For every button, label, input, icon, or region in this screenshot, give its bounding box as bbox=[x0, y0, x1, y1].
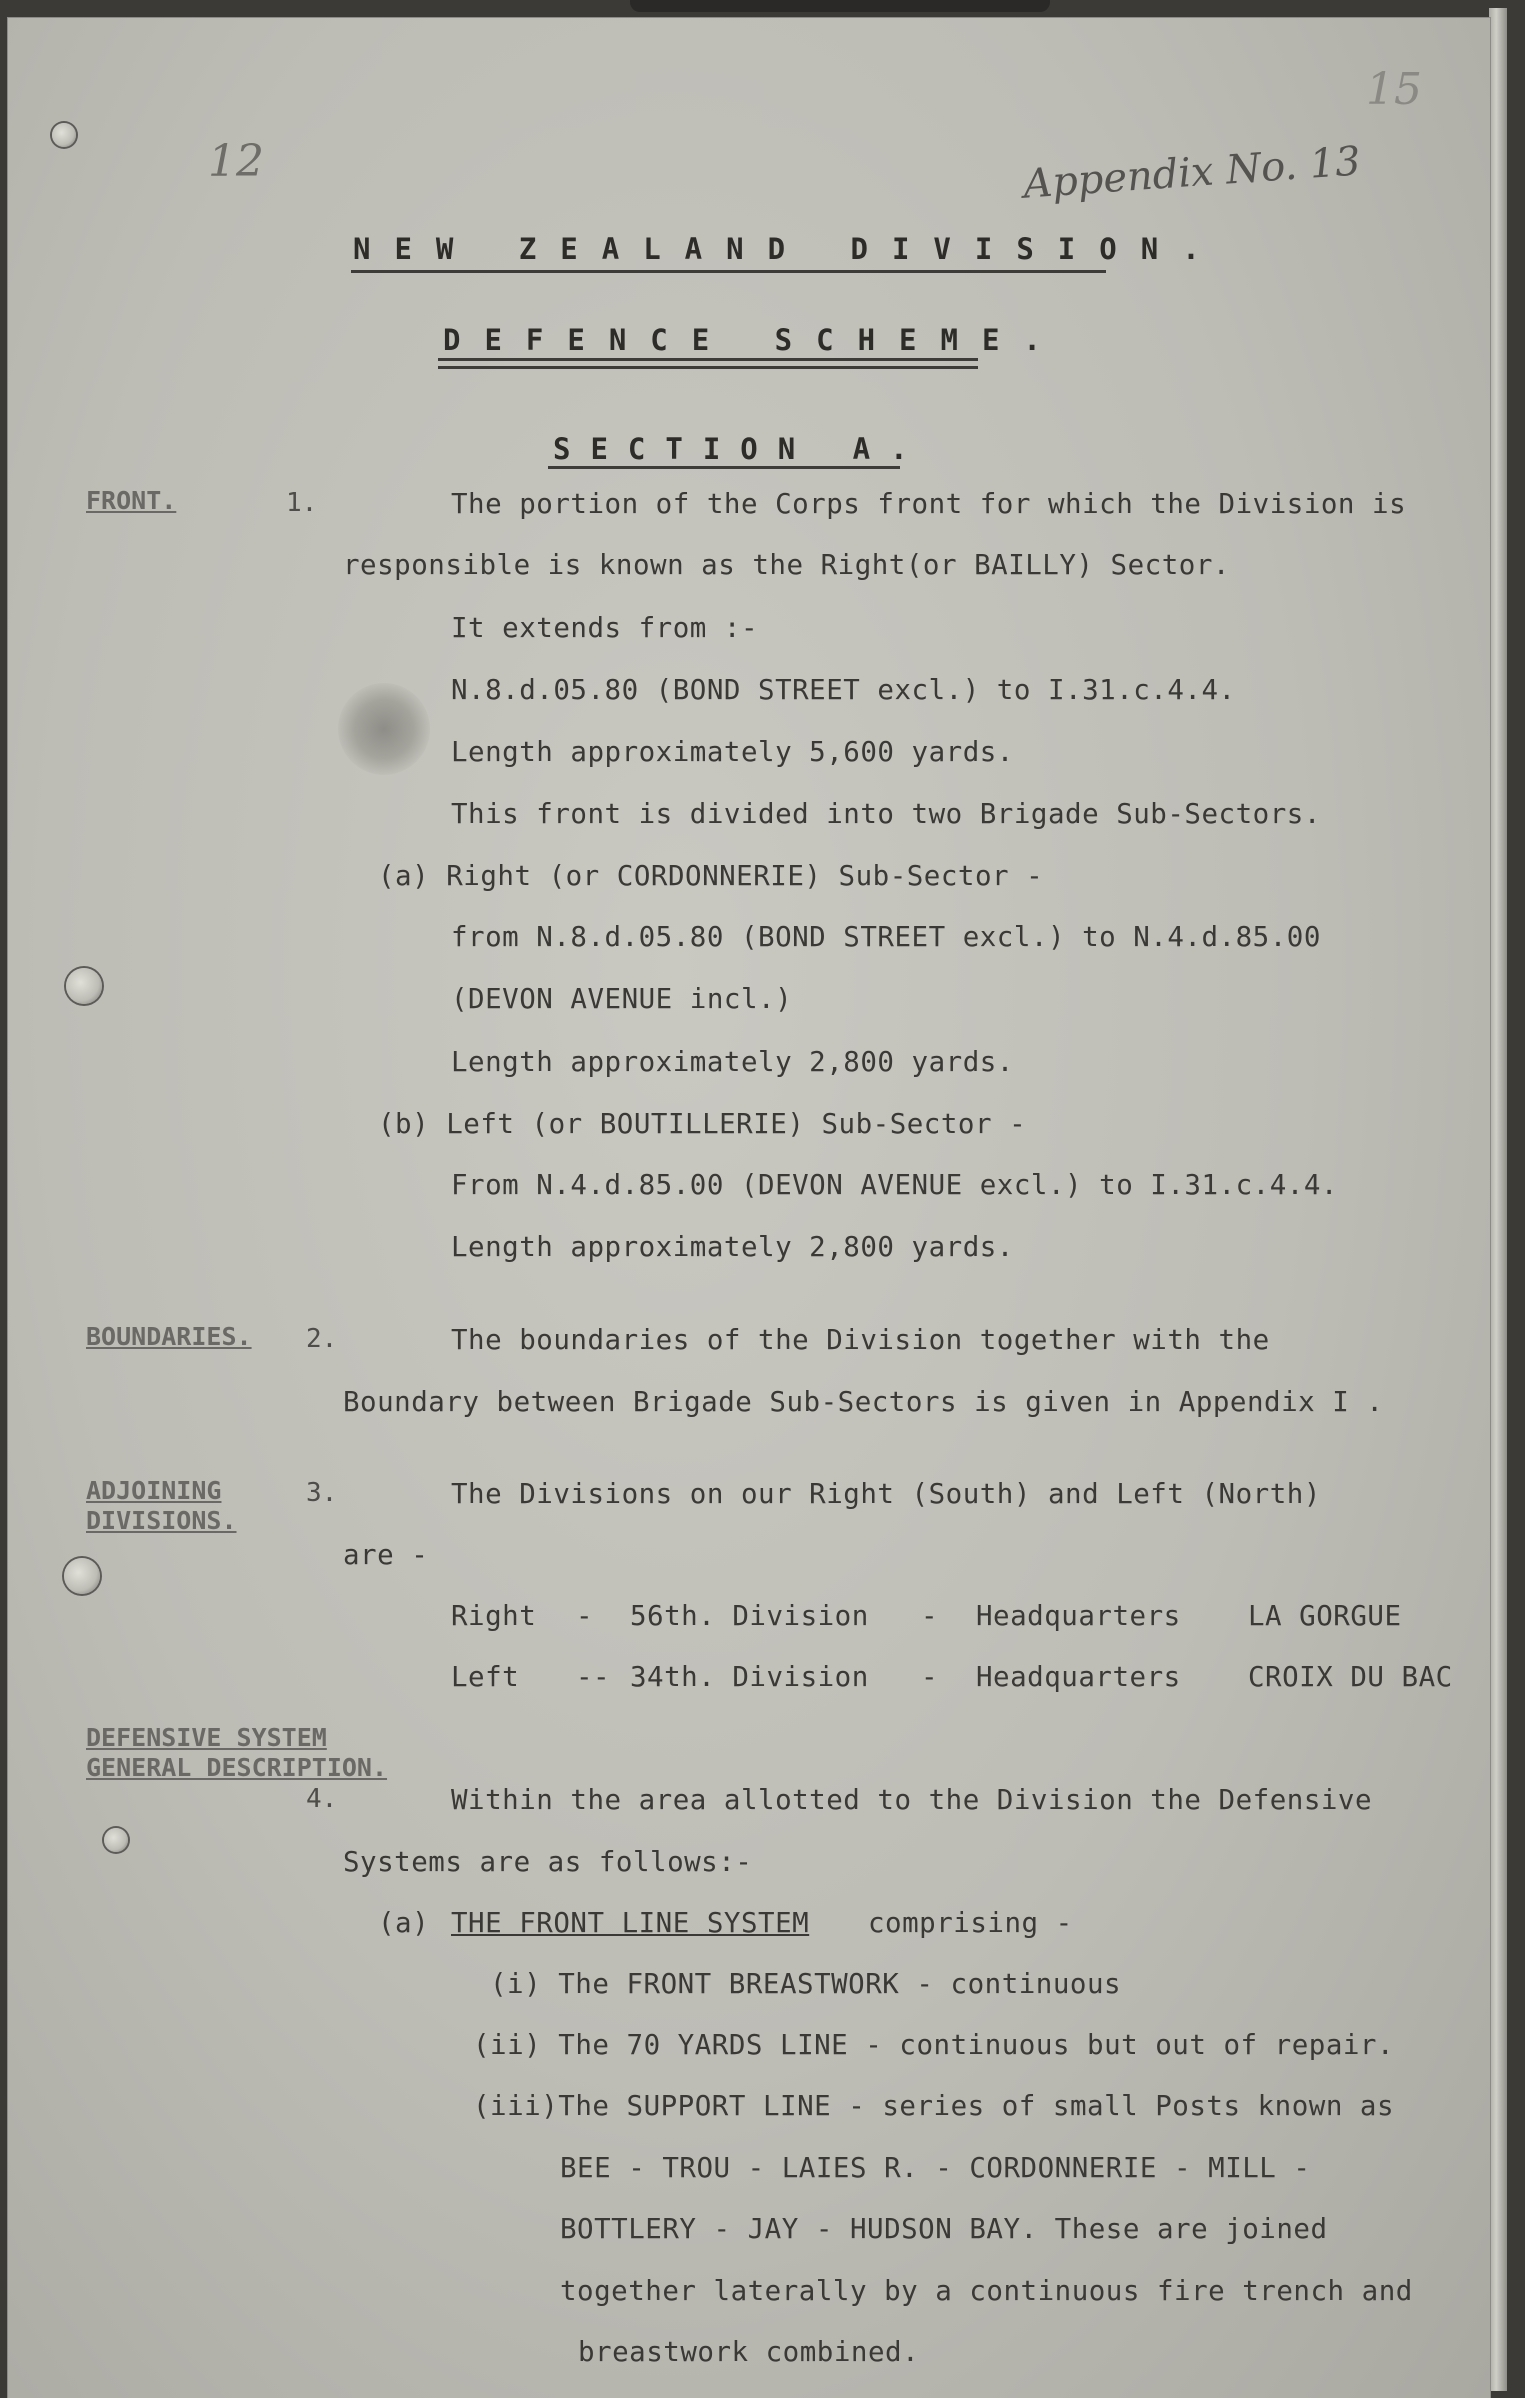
punch-hole bbox=[64, 1558, 100, 1594]
text-line: (DEVON AVENUE incl.) bbox=[451, 983, 793, 1015]
division-row-place: CROIX DU BAC bbox=[1248, 1661, 1453, 1693]
text-line: from N.8.d.05.80 (BOND STREET excl.) to N.4.d.85.00 bbox=[451, 921, 1321, 953]
text-line: responsible is known as the Right(or BAILLY) Sector. bbox=[343, 549, 1230, 581]
text-line: breastwork combined. bbox=[578, 2336, 920, 2368]
side-heading-boundaries: BOUNDARIES. bbox=[86, 1322, 252, 1351]
text-line: Length approximately 2,800 yards. bbox=[451, 1046, 1014, 1078]
list-item: (ii) The 70 YARDS LINE - continuous but out of repair. bbox=[473, 2029, 1395, 2061]
division-row-hq: Headquarters bbox=[976, 1600, 1181, 1632]
title-underline bbox=[548, 466, 900, 469]
division-row-dash: - bbox=[576, 1600, 594, 1632]
title-underline bbox=[438, 366, 978, 369]
text-line: N.8.d.05.80 (BOND STREET excl.) to I.31.c.4.4. bbox=[451, 674, 1236, 706]
text-line: This front is divided into two Brigade Sub-Sectors. bbox=[451, 798, 1321, 830]
division-row-dash: - bbox=[921, 1661, 939, 1693]
para-number: 4. bbox=[306, 1784, 338, 1814]
text-line: Within the area allotted to the Division the Defensive bbox=[451, 1784, 1373, 1816]
list-item: (iii)The SUPPORT LINE - series of small Posts known as bbox=[473, 2090, 1395, 2122]
text-line: Boundary between Brigade Sub-Sectors is given in Appendix I . bbox=[343, 1386, 1384, 1418]
text-line: together laterally by a continuous fire trench and bbox=[560, 2275, 1413, 2307]
text-line: Length approximately 2,800 yards. bbox=[451, 1231, 1014, 1263]
punch-hole bbox=[104, 1828, 128, 1852]
side-heading-defensive: DEFENSIVE SYSTEM bbox=[86, 1723, 327, 1752]
text-line: It extends from :- bbox=[451, 612, 759, 644]
text-line: are - bbox=[343, 1539, 429, 1571]
document-page bbox=[8, 18, 1490, 2398]
scheme-title: DEFENCE SCHEME. bbox=[443, 323, 1065, 357]
list-item: (i) The FRONT BREASTWORK - continuous bbox=[490, 1968, 1122, 2000]
division-row-name: 56th. Division bbox=[630, 1600, 869, 1632]
division-row-side: Left bbox=[451, 1661, 520, 1693]
division-title: NEW ZEALAND DIVISION. bbox=[353, 232, 1224, 266]
text-line: From N.4.d.85.00 (DEVON AVENUE excl.) to I.31.c.4.4. bbox=[451, 1169, 1338, 1201]
front-line-system-heading: THE FRONT LINE SYSTEM bbox=[451, 1907, 810, 1939]
punch-hole bbox=[52, 123, 76, 147]
sub-item-label: (a) bbox=[378, 1907, 430, 1939]
text-line: Systems are as follows:- bbox=[343, 1846, 753, 1878]
ink-stain bbox=[338, 683, 430, 775]
division-row-place: LA GORGUE bbox=[1248, 1600, 1402, 1632]
division-row-dash: -- bbox=[576, 1661, 611, 1693]
page-number-mark: 15 bbox=[1366, 64, 1422, 115]
text-line: BEE - TROU - LAIES R. - CORDONNERIE - MILL - bbox=[560, 2152, 1311, 2184]
text-line: comprising - bbox=[868, 1907, 1073, 1939]
side-heading-front: FRONT. bbox=[86, 486, 177, 515]
side-heading-adjoining: ADJOINING bbox=[86, 1476, 222, 1505]
title-underline bbox=[438, 358, 978, 361]
page-stack-edge bbox=[1489, 8, 1507, 2391]
side-heading-general: GENERAL DESCRIPTION. bbox=[86, 1753, 388, 1782]
text-line: (a) Right (or CORDONNERIE) Sub-Sector - bbox=[378, 860, 1044, 892]
text-line: BOTTLERY - JAY - HUDSON BAY. These are joined bbox=[560, 2213, 1328, 2245]
division-row-side: Right bbox=[451, 1600, 537, 1632]
division-row-name: 34th. Division bbox=[630, 1661, 869, 1693]
para-number: 3. bbox=[306, 1478, 338, 1508]
section-title: SECTION A. bbox=[553, 432, 928, 466]
text-line: The portion of the Corps front for which the Division is bbox=[451, 488, 1407, 520]
para-number: 2. bbox=[306, 1324, 338, 1354]
folder-tab bbox=[630, 0, 1050, 12]
division-row-hq: Headquarters bbox=[976, 1661, 1181, 1693]
text-line: The boundaries of the Division together with the bbox=[451, 1324, 1270, 1356]
title-underline bbox=[351, 270, 1106, 273]
text-line: Length approximately 5,600 yards. bbox=[451, 736, 1014, 768]
division-row-dash: - bbox=[921, 1600, 939, 1632]
side-heading-divisions: DIVISIONS. bbox=[86, 1506, 237, 1535]
appendix-note: Appendix No. 13 bbox=[1021, 138, 1363, 208]
text-line: (b) Left (or BOUTILLERIE) Sub-Sector - bbox=[378, 1108, 1027, 1140]
folio-mark: 12 bbox=[208, 136, 264, 187]
para-number: 1. bbox=[286, 488, 318, 518]
punch-hole bbox=[66, 968, 102, 1004]
text-line: The Divisions on our Right (South) and Left (North) bbox=[451, 1478, 1321, 1510]
